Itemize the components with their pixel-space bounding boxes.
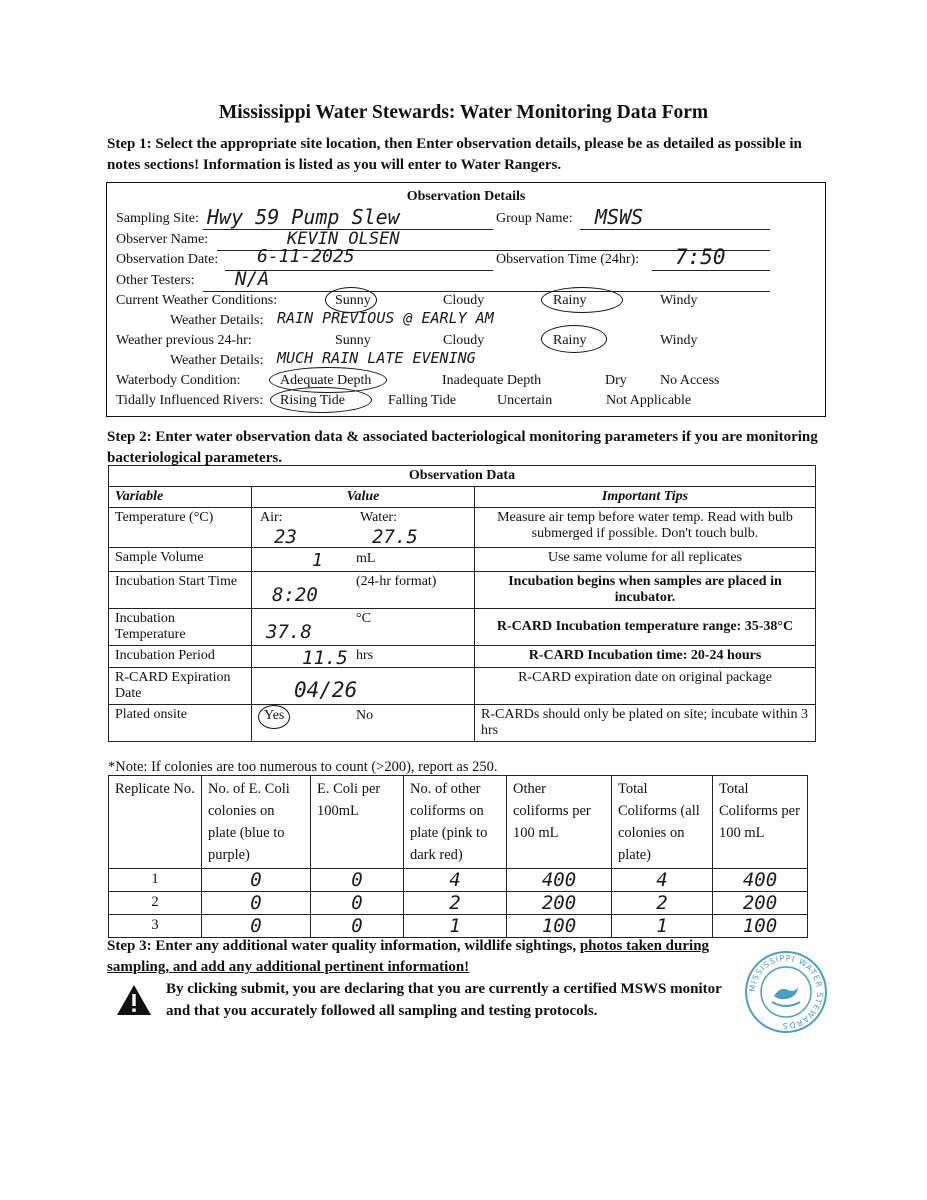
tip-rcard-expiration: R-CARD expiration date on original package: [475, 668, 816, 705]
variable-incubation-temperature: Incubation Temperature: [109, 609, 252, 646]
variable-plated-onsite: Plated onsite: [109, 705, 252, 742]
tip-incubation-start: Incubation begins when samples are placed in incubator.: [475, 572, 816, 609]
selection-circle: [270, 387, 372, 413]
ecoli-colonies-cell[interactable]: 0: [202, 869, 311, 892]
replicate-number: 1: [109, 869, 202, 892]
ecoli-per-100ml-cell[interactable]: 0: [311, 915, 404, 938]
declaration-text: By clicking submit, you are declaring that you are currently a certified MSWS monitor and that you accurately followed all sampling and testing protocols.: [166, 981, 722, 1019]
table-row: [109, 892, 808, 915]
rcard-expiration-field[interactable]: 04/26: [294, 678, 358, 702]
incubation-start-field[interactable]: 8:20: [272, 584, 318, 606]
colony-note: *Note: If colonies are too numerous to count (>200), report as 250.: [108, 759, 498, 775]
tip-incubation-period: R-CARD Incubation time: 20-24 hours: [475, 646, 816, 668]
header-other-coliforms: No. of other coliforms on plate (pink to dark red): [404, 776, 507, 869]
header-replicate-no: Replicate No.: [109, 776, 202, 869]
step3-underlined-text: photos taken during sampling, and add any additional pertinent information!: [107, 938, 710, 975]
selection-circle: [258, 705, 290, 729]
other-testers-field[interactable]: N/A: [235, 268, 270, 290]
ecoli-colonies-cell[interactable]: 0: [202, 915, 311, 938]
observer-name-label: Observer Name:: [116, 232, 209, 247]
weather-option-windy[interactable]: Windy: [660, 293, 698, 308]
weather-prev-details-field[interactable]: MUCH RAIN LATE EVENING: [277, 349, 476, 367]
incubation-period-field[interactable]: 11.5: [302, 647, 348, 669]
tip-temperature: Measure air temp before water temp. Read with bulb submerged if possible. Don't touch bulb.: [475, 508, 816, 548]
water-temp-field[interactable]: 27.5: [372, 526, 418, 548]
col-tips: Important Tips: [475, 487, 816, 508]
observation-date-label: Observation Date:: [116, 252, 219, 267]
waterbody-option-inadequate[interactable]: Inadequate Depth: [442, 373, 542, 388]
value-incubation-period: [252, 646, 475, 668]
weather-previous-label: Weather previous 24-hr:: [116, 333, 252, 348]
table-row: [109, 869, 808, 892]
observation-data-table: [108, 465, 816, 742]
observation-time-field[interactable]: 7:50: [675, 245, 726, 269]
svg-text:MISSISSIPPI WATER STEWARDS: MISSISSIPPI WATER STEWARDS: [747, 953, 825, 1031]
selection-circle: [541, 287, 623, 313]
weather-option-cloudy[interactable]: Cloudy: [443, 293, 485, 308]
group-name-field[interactable]: MSWS: [595, 205, 644, 229]
value-incubation-temperature: [252, 609, 475, 646]
plated-option-yes[interactable]: Yes: [264, 708, 285, 723]
other-coliforms-cell[interactable]: 4: [404, 869, 507, 892]
other-per-100ml-cell[interactable]: 200: [507, 892, 612, 915]
col-value: Value: [252, 487, 475, 508]
total-coliforms-cell[interactable]: 2: [612, 892, 713, 915]
variable-incubation-start: Incubation Start Time: [109, 572, 252, 609]
plated-option-no[interactable]: No: [356, 708, 374, 723]
total-coliforms-cell[interactable]: 4: [612, 869, 713, 892]
warning-icon: [116, 984, 152, 1021]
value-sample-volume: [252, 548, 475, 572]
table-row: [109, 915, 808, 938]
form-title: Mississippi Water Stewards: Water Monitoring Data Form: [218, 102, 709, 123]
other-testers-label: Other Testers:: [116, 273, 195, 288]
header-other-per-100ml: Other coliforms per 100 mL: [507, 776, 612, 869]
weather-option-rainy[interactable]: Rainy: [553, 293, 587, 308]
tip-plated-onsite: R-CARDs should only be plated on site; incubate within 3 hrs: [475, 705, 816, 742]
weather-option-sunny[interactable]: Sunny: [335, 293, 371, 308]
total-per-100ml-cell[interactable]: 200: [713, 892, 808, 915]
observation-date-field[interactable]: 6-11-2025: [257, 246, 355, 267]
observation-details-heading: Observation Details: [406, 189, 526, 204]
tip-sample-volume: Use same volume for all replicates: [475, 548, 816, 572]
waterbody-condition-label: Waterbody Condition:: [116, 373, 241, 388]
other-coliforms-cell[interactable]: 2: [404, 892, 507, 915]
sampling-site-field[interactable]: Hwy 59 Pump Slew: [207, 205, 400, 229]
observation-data-heading: Observation Data: [109, 466, 816, 487]
tidal-option-not-applicable[interactable]: Not Applicable: [606, 393, 692, 408]
waterbody-option-no-access[interactable]: No Access: [660, 373, 720, 388]
air-label: Air:: [260, 510, 283, 525]
other-coliforms-cell[interactable]: 1: [404, 915, 507, 938]
waterbody-option-dry[interactable]: Dry: [605, 373, 627, 388]
header-total-per-100ml: Total Coliforms per 100 mL: [713, 776, 808, 869]
step1-instructions: Step 1: Select the appropriate site location, then Enter observation details, please be as detailed as possible in notes sections! Information is listed as you will enter to Water Rangers.: [107, 136, 802, 173]
weather-prev-option-rainy[interactable]: Rainy: [553, 333, 587, 348]
total-per-100ml-cell[interactable]: 400: [713, 869, 808, 892]
ecoli-per-100ml-cell[interactable]: 0: [311, 892, 404, 915]
other-per-100ml-cell[interactable]: 100: [507, 915, 612, 938]
total-per-100ml-cell[interactable]: 100: [713, 915, 808, 938]
tidal-option-falling[interactable]: Falling Tide: [388, 393, 457, 408]
replicate-number: 3: [109, 915, 202, 938]
variable-incubation-period: Incubation Period: [109, 646, 252, 668]
air-temp-field[interactable]: 23: [274, 526, 297, 548]
step3-text: Step 3: Enter any additional water quality information, wildlife sightings,: [107, 938, 577, 954]
tip-incubation-temperature: R-CARD Incubation temperature range: 35-38°C: [475, 609, 816, 646]
sampling-site-label: Sampling Site:: [116, 211, 199, 226]
value-plated-onsite: [252, 705, 475, 742]
weather-details-label: Weather Details:: [170, 313, 264, 328]
water-label: Water:: [360, 510, 397, 525]
total-coliforms-cell[interactable]: 1: [612, 915, 713, 938]
ecoli-colonies-cell[interactable]: 0: [202, 892, 311, 915]
step2-instructions: Step 2: Enter water observation data & associated bacteriological monitoring parameters if you are monitoring bacteriological parameters.: [107, 429, 818, 466]
period-unit: hrs: [356, 648, 374, 663]
inc-temp-unit: °C: [356, 611, 371, 626]
value-temperature: [252, 508, 475, 548]
weather-details-field[interactable]: RAIN PREVIOUS @ EARLY AM: [277, 309, 494, 327]
selection-circle: [541, 325, 607, 353]
volume-unit: mL: [356, 551, 376, 566]
weather-prev-option-sunny[interactable]: Sunny: [335, 333, 371, 348]
replicate-table: [108, 775, 808, 938]
weather-label: Current Weather Conditions:: [116, 293, 278, 308]
weather-prev-option-windy[interactable]: Windy: [660, 333, 698, 348]
col-variable: Variable: [109, 487, 252, 508]
observation-time-label: Observation Time (24hr):: [496, 252, 640, 267]
variable-rcard-expiration: R-CARD Expiration Date: [109, 668, 252, 705]
observer-name-field[interactable]: KEVIN OLSEN: [287, 229, 400, 249]
variable-temperature: Temperature (°C): [109, 508, 252, 548]
weather-prev-details-label: Weather Details:: [170, 353, 264, 368]
step3-instructions: [107, 936, 747, 978]
weather-prev-option-cloudy[interactable]: Cloudy: [443, 333, 485, 348]
tidal-option-rising[interactable]: Rising Tide: [280, 393, 345, 408]
variable-sample-volume: Sample Volume: [109, 548, 252, 572]
tidal-rivers-label: Tidally Influenced Rivers:: [116, 393, 264, 408]
observation-details-box: [106, 182, 826, 417]
other-per-100ml-cell[interactable]: 400: [507, 869, 612, 892]
group-name-label: Group Name:: [496, 211, 573, 226]
header-total-coliforms: Total Coliforms (all colonies on plate): [612, 776, 713, 869]
value-incubation-start: [252, 572, 475, 609]
incubation-temp-field[interactable]: 37.8: [266, 621, 312, 643]
replicate-number: 2: [109, 892, 202, 915]
sample-volume-field[interactable]: 1: [312, 550, 323, 571]
header-ecoli-per-100ml: E. Coli per 100mL: [311, 776, 404, 869]
header-ecoli-colonies: No. of E. Coli colonies on plate (blue to purple): [202, 776, 311, 869]
waterbody-option-adequate[interactable]: Adequate Depth: [280, 373, 372, 388]
tidal-option-uncertain[interactable]: Uncertain: [497, 393, 553, 408]
mississippi-water-stewards-logo: [744, 950, 828, 1039]
ecoli-per-100ml-cell[interactable]: 0: [311, 869, 404, 892]
value-rcard-expiration: [252, 668, 475, 705]
start-unit: (24-hr format): [356, 574, 437, 589]
